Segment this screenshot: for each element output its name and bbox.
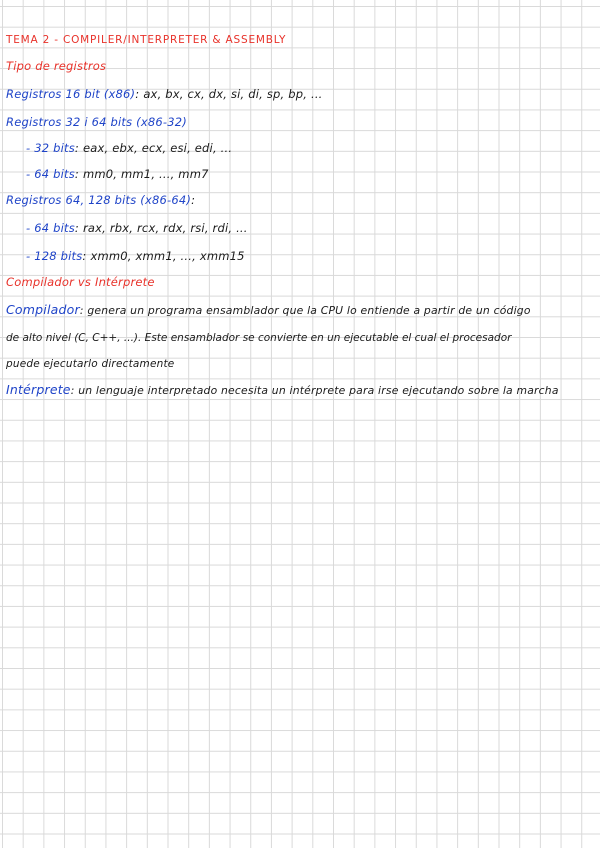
- reg16-sep: :: [135, 87, 140, 101]
- reg32-item-64: [26, 166, 209, 182]
- compilador-label: Compilador: [6, 302, 80, 317]
- reg32-item-32-value: eax, ebx, ecx, esi, edi, ...: [82, 141, 233, 155]
- reg16-value: ax, bx, cx, dx, si, di, sp, bp, ...: [143, 87, 323, 101]
- reg64-item-128: [26, 248, 245, 264]
- heading-compilador-vs-interprete: Compilador vs Intérprete: [6, 275, 155, 289]
- reg64-item-128-label: - 128 bits: [26, 249, 83, 263]
- reg16-label: Registros 16 bit (x86): [6, 87, 136, 101]
- interprete-label: Intérprete: [6, 382, 71, 397]
- compilador-line-1: Compilador: genera un programa ensamblador que la CPU lo entiende a partir de un código: [6, 302, 531, 317]
- reg64-line: [6, 192, 195, 208]
- reg64-item-64-value: rax, rbx, rcx, rdx, rsi, rdi, ...: [82, 221, 248, 235]
- reg32-label: Registros 32 i 64 bits (x86-32): [6, 115, 187, 129]
- reg64-item-128-value: xmm0, xmm1, ..., xmm15: [90, 249, 245, 263]
- reg64-item-64: [26, 220, 248, 236]
- reg64-item-64-label: - 64 bits: [26, 221, 75, 235]
- compilador-line-2: de alto nivel (C, C++, ...). Este ensamblador se convierte en un ejecutable el cual el procesador: [6, 332, 512, 344]
- compilador-text-1: genera un programa ensamblador que la CPU lo entiende a partir de un código: [87, 304, 531, 317]
- reg32-item-32-sep: :: [74, 141, 79, 155]
- interprete-line: Intérprete: un lenguaje interpretado necesita un intérprete para irse ejecutando sobre la marcha: [6, 382, 559, 397]
- reg16-line: [6, 86, 323, 102]
- reg64-item-128-sep: :: [82, 249, 87, 263]
- reg32-item-64-value: mm0, mm1, ..., mm7: [82, 167, 209, 181]
- reg32-item-32: [26, 140, 232, 156]
- reg32-item-64-sep: :: [74, 167, 79, 181]
- reg64-item-64-sep: :: [74, 221, 79, 235]
- interprete-text: un lenguaje interpretado necesita un intérprete para irse ejecutando sobre la marcha: [78, 384, 559, 397]
- reg32-item-64-label: - 64 bits: [26, 167, 75, 181]
- reg32-item-32-label: - 32 bits: [26, 141, 75, 155]
- compilador-line-3: puede ejecutarlo directamente: [6, 358, 175, 370]
- reg64-sep: :: [191, 193, 196, 207]
- heading-registros: Tipo de registros: [6, 59, 107, 73]
- page-title: TEMA 2 - COMPILER/INTERPRETER & ASSEMBLY: [6, 34, 287, 46]
- reg64-label: Registros 64, 128 bits (x86-64): [6, 193, 192, 207]
